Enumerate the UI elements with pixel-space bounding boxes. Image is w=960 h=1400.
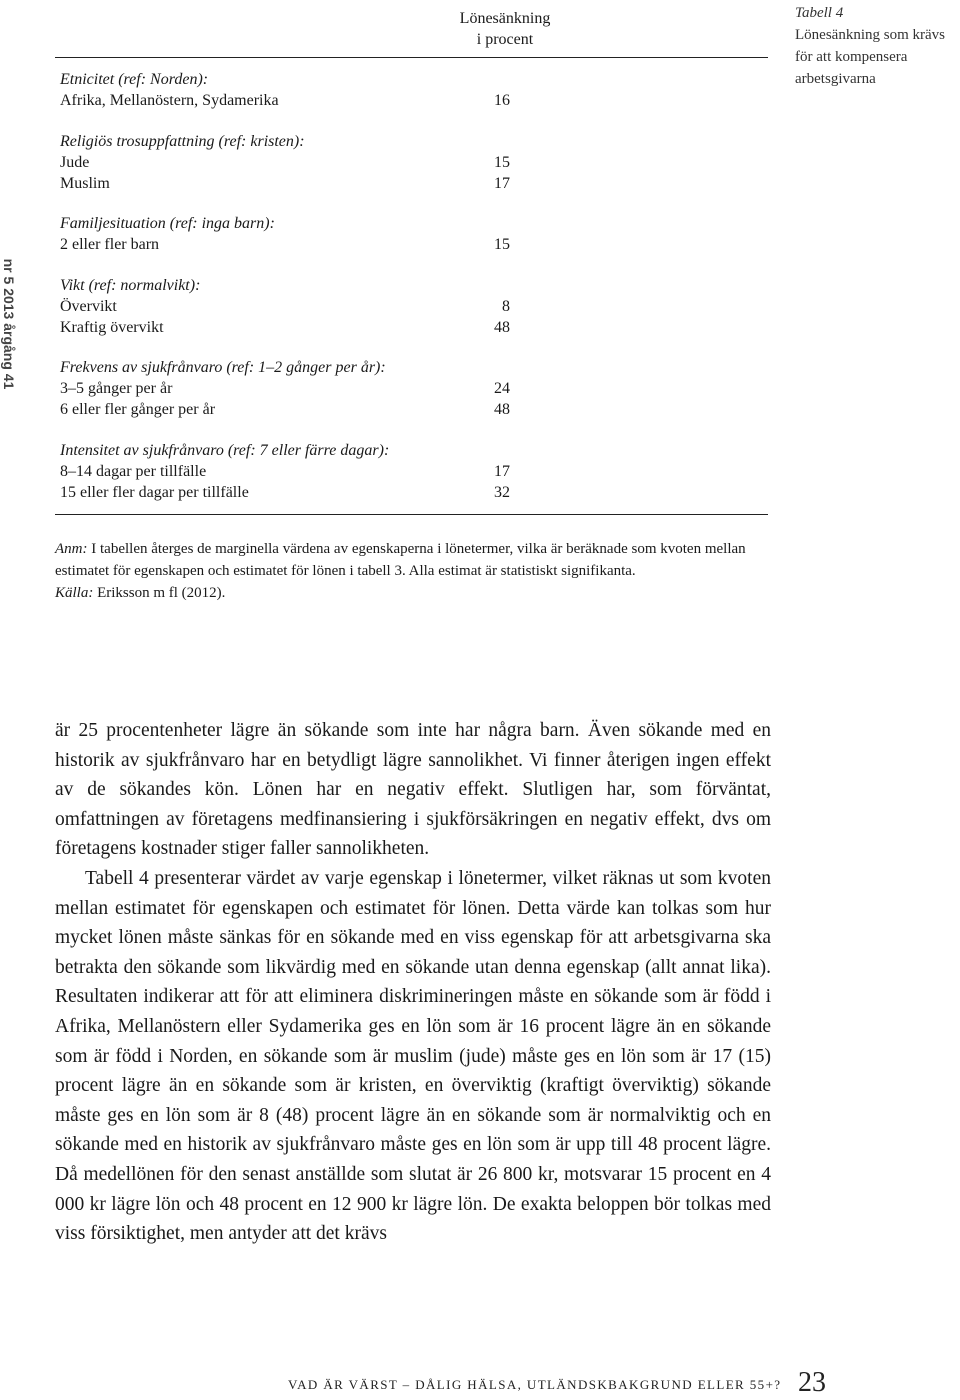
caption-text: Lönesänkning som krävs för att kompensera arbetsgivarna: [795, 27, 945, 87]
row-label: 3–5 gånger per år: [60, 380, 173, 397]
table-row: [60, 90, 510, 111]
running-footer: VAD ÄR VÄRST – DÅLIG HÄLSA, UTLÄNDSKBAKGRUND ELLER 55+?: [288, 1377, 782, 1392]
table-group-absence-frequency: [60, 357, 510, 420]
table-note: [55, 538, 771, 604]
group-category: Etnicitet (ref: Norden):: [60, 71, 209, 88]
side-label-text: nr 5 2013 årgång 41: [1, 258, 17, 390]
column-header: [440, 8, 570, 50]
table-row: [60, 399, 510, 420]
row-label: 6 eller fler gånger per år: [60, 401, 216, 418]
group-category: Vikt (ref: normalvikt):: [60, 277, 201, 294]
table-group-ethnicity: [60, 69, 510, 111]
row-value: 48: [494, 319, 510, 336]
table-row: [60, 234, 510, 255]
row-value: 8: [502, 298, 510, 315]
table-row: [60, 296, 510, 317]
paragraph: Tabell 4 presenterar värdet av varje egenskap i lönetermer, vilket räknas ut som kvoten mellan estimatet för egenskapen och estimatet för lönen. Detta värde kan tolkas som hur mycket lönen måste sänkas för en sökande med en viss egenskap för att arbetsgivarna ska betrakta den sökande som likvärdig med en sökande utan denna egenskap (allt annat lika). Resultaten indikerar att för att eliminera diskrimineringen måste en sökande som är född i Afrika, Mellanöstern eller Sydamerika ges en lön som är 16 procent lägre än en sökande som är född i Norden, en sökande som är muslim (jude) måste ges en lön som är 17 (15) procent lägre än en sökande som är kristen, en överviktig (kraftigt överviktig) sökande måste ges en lön som är 8 (48) procent lägre än en sökande som är normalviktig och en sökande med en historik av sjukfrånvaro måste ges en lön som är upp till 48 procent lägre. Då medellönen för den senast anställde som slutat är 26 800 kr, motsvarar 15 procent en 4 000 kr lägre lön och 48 procent en 12 900 kr lägre lön. De exakta beloppen bör tolkas med viss försiktighet, men antyder att det krävs: [55, 867, 771, 1245]
page-number: 23: [798, 1367, 826, 1398]
table-bottom-rule: [55, 514, 768, 515]
anm-label: Anm:: [55, 541, 88, 557]
table-top-rule: [55, 57, 768, 58]
row-value: 17: [494, 463, 510, 480]
table-caption: [795, 2, 960, 90]
table-group-weight: [60, 275, 510, 338]
group-category: Familjesituation (ref: inga barn):: [60, 215, 275, 232]
group-category: Religiös trosuppfattning (ref: kristen):: [60, 133, 305, 150]
anm-text: I tabellen återges de marginella värdena av egenskaperna i lönetermer, vilka är beräknade som kvoten mellan estimatet för egenskapen och estimatet för lönen i tabell 3. Alla estimat är statistiskt signifikanta.: [55, 541, 746, 579]
column-header-line2: i procent: [476, 31, 534, 48]
table-group-absence-intensity: [60, 440, 510, 503]
table-row: [60, 152, 510, 173]
table-row: [60, 378, 510, 399]
row-label: 15 eller fler dagar per tillfälle: [60, 484, 249, 501]
table-row: [60, 461, 510, 482]
table-row: [60, 173, 510, 194]
group-category: Intensitet av sjukfrånvaro (ref: 7 eller färre dagar):: [60, 442, 390, 459]
row-label: 8–14 dagar per tillfälle: [60, 463, 207, 480]
table-group-religion: [60, 131, 510, 194]
table-number: Tabell 4: [795, 5, 844, 21]
row-label: Afrika, Mellanöstern, Sydamerika: [60, 92, 279, 109]
paragraph: är 25 procentenheter lägre än sökande som inte har några barn. Även sökande med en historik av sjukfrånvaro har en betydligt lägre sannolikhet. Vi finner återigen ingen effekt av de sökandes kön. Lönen har en negativ effekt. Slutligen har, som förväntat, omfattningen av företagens medfinansiering i sjukförsäkringen en negativ effekt, dvs om företagens kostnader stiger faller sannolikheten.: [55, 720, 771, 860]
row-value: 24: [494, 380, 510, 397]
row-label: Kraftig övervikt: [60, 319, 164, 336]
row-value: 32: [494, 484, 510, 501]
group-category: Frekvens av sjukfrånvaro (ref: 1–2 gånger per år):: [60, 359, 386, 376]
source-text: Eriksson m fl (2012).: [93, 585, 226, 601]
row-label: Jude: [60, 154, 90, 171]
row-value: 48: [494, 401, 510, 418]
table-row: [60, 482, 510, 503]
row-label: 2 eller fler barn: [60, 236, 160, 253]
row-value: 15: [494, 236, 510, 253]
table-row: [60, 317, 510, 338]
row-value: 17: [494, 175, 510, 192]
table-group-family: [60, 213, 510, 255]
row-value: 16: [494, 92, 510, 109]
row-label: Övervikt: [60, 298, 117, 315]
column-header-line1: Lönesänkning: [459, 10, 551, 27]
row-value: 15: [494, 154, 510, 171]
body-text: [55, 716, 771, 1249]
journal-issue-side-label: [0, 244, 18, 404]
source-label: Källa:: [55, 585, 94, 601]
row-label: Muslim: [60, 175, 110, 192]
